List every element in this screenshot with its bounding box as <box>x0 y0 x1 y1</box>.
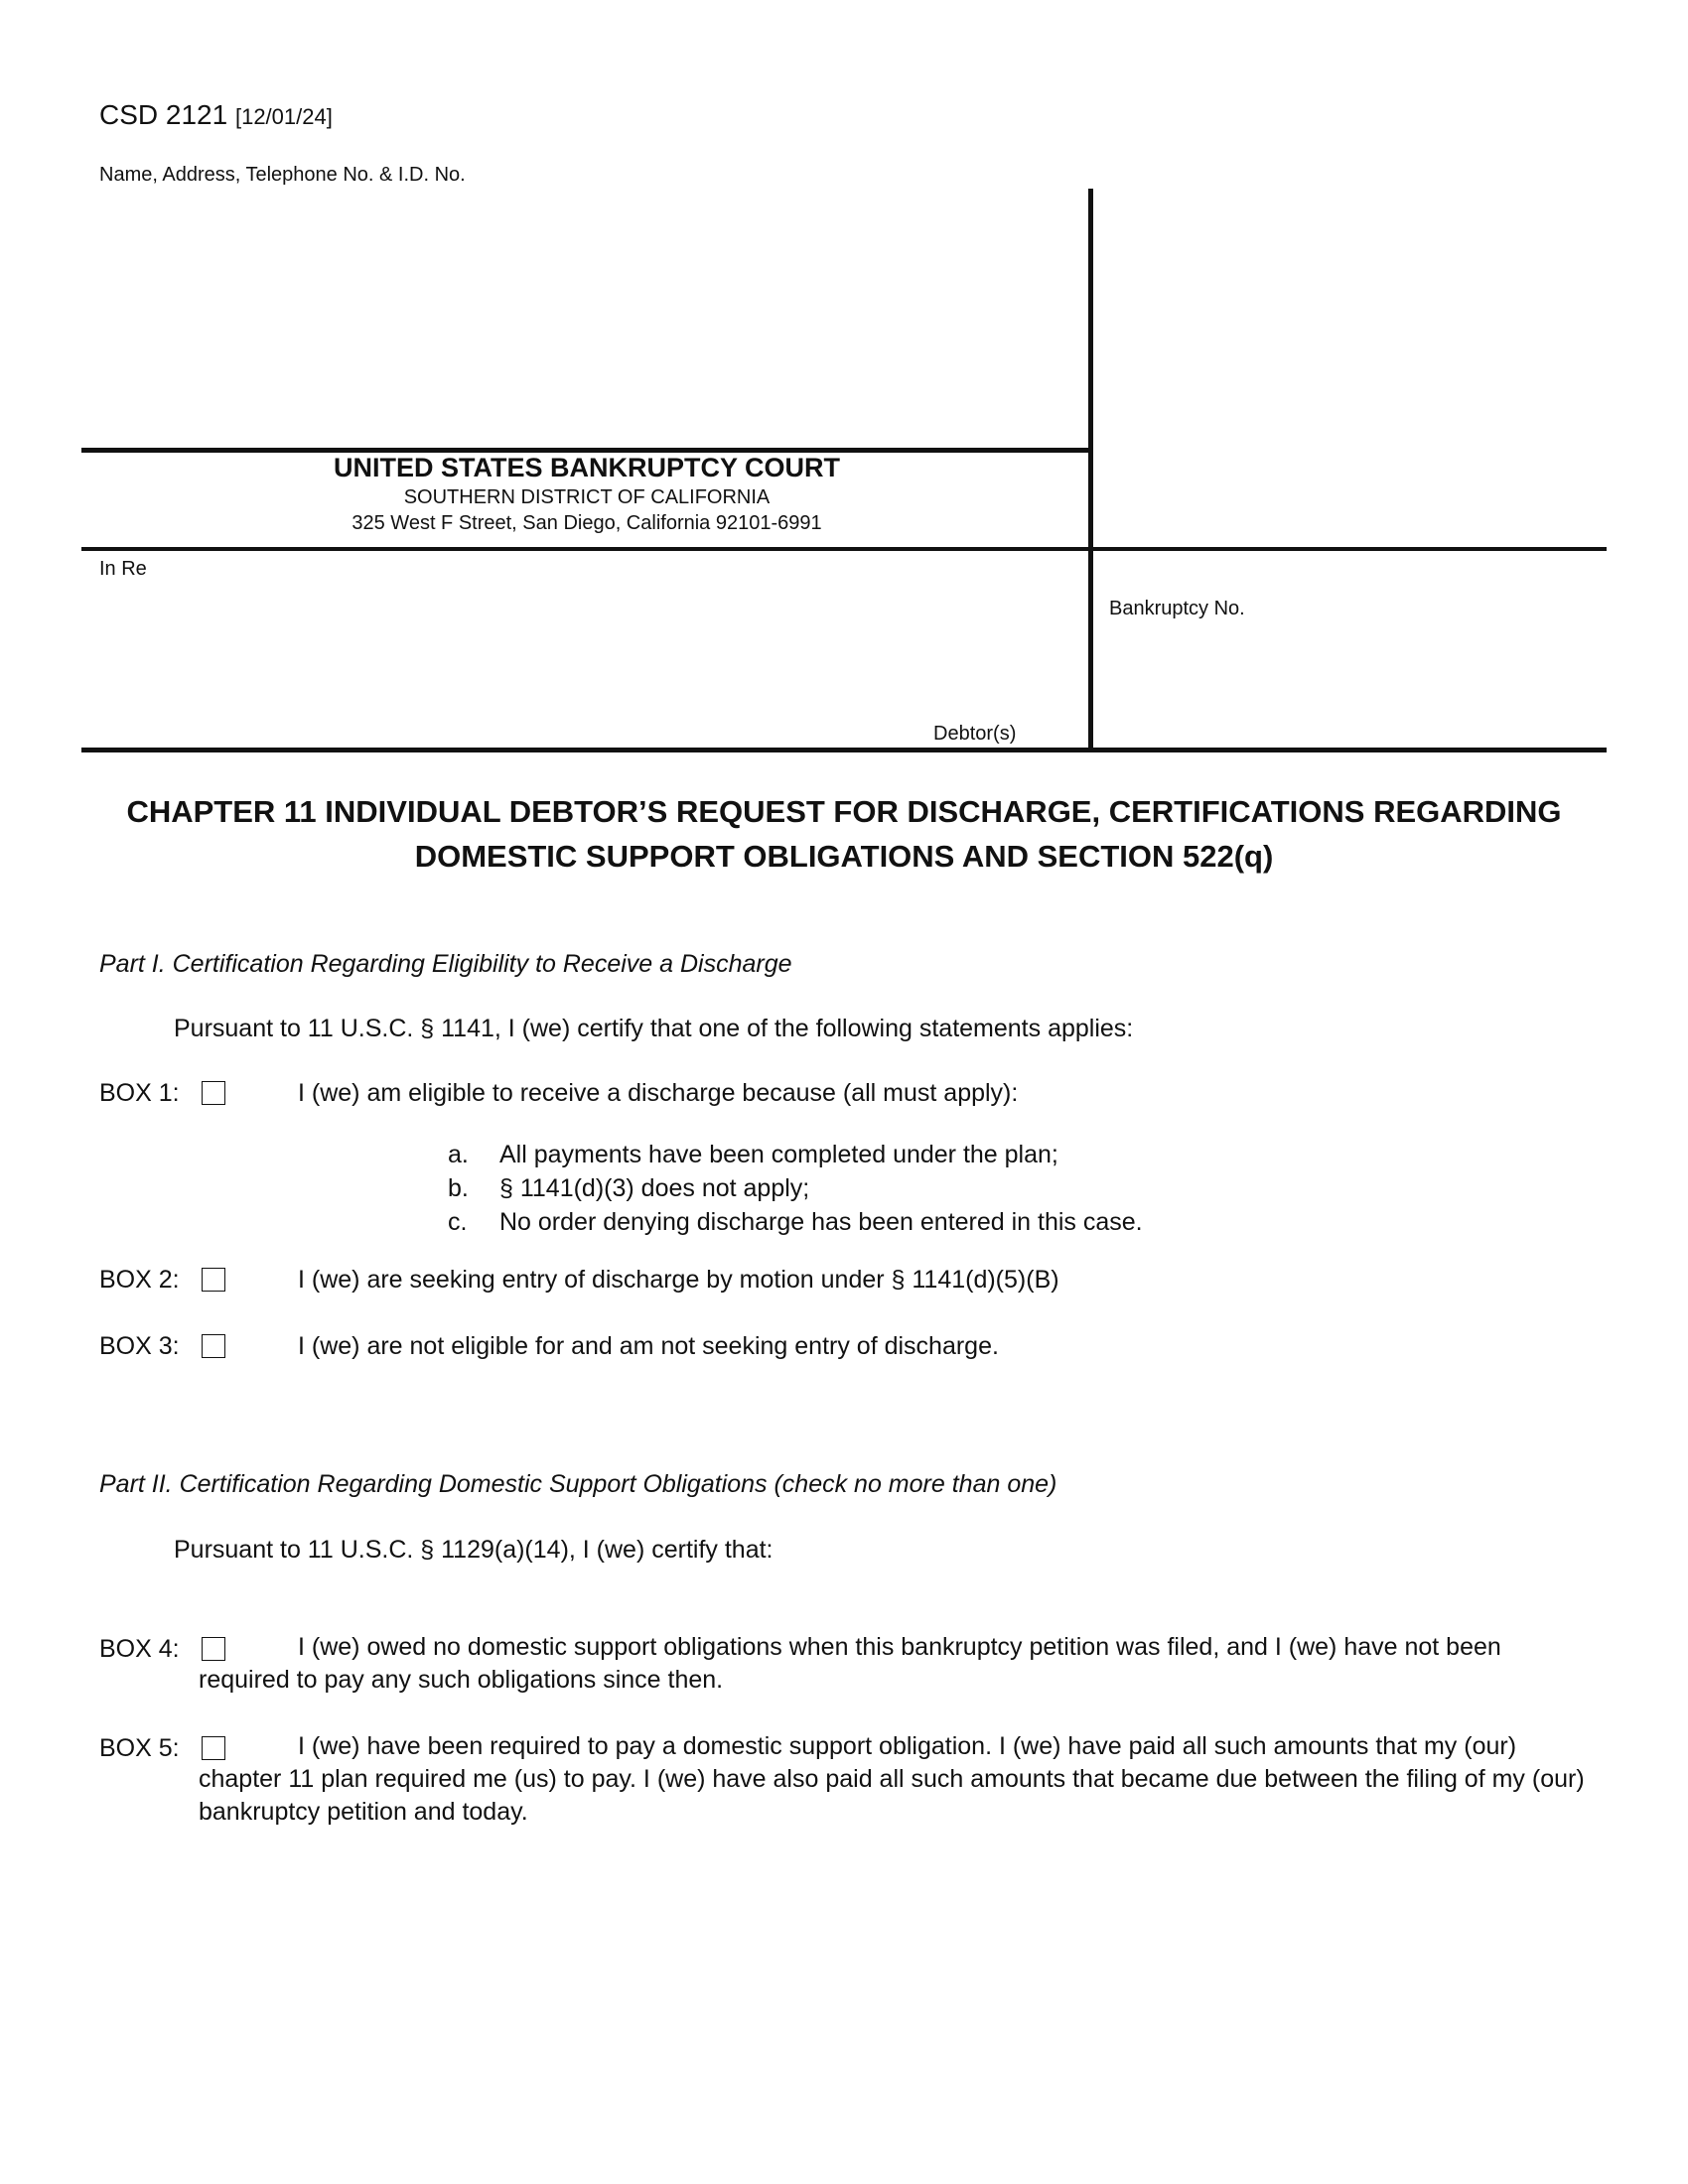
box4-label: BOX 4: <box>99 1635 180 1663</box>
box1-item-b-text: § 1141(d)(3) does not apply; <box>499 1174 810 1202</box>
debtors-label: Debtor(s) <box>933 723 1017 745</box>
box1-checkbox[interactable] <box>202 1081 225 1105</box>
box1-item-a-letter: a. <box>448 1141 469 1168</box>
part1-title: Part I. Certification Regarding Eligibility to Receive a Discharge <box>99 950 792 978</box>
part2-title: Part II. Certification Regarding Domestic Support Obligations (check no more than one) <box>99 1470 1057 1498</box>
box1-item-b-letter: b. <box>448 1174 469 1202</box>
box5-label: BOX 5: <box>99 1734 180 1762</box>
box1-label: BOX 1: <box>99 1079 180 1107</box>
box2-label: BOX 2: <box>99 1266 180 1294</box>
form-number <box>99 99 333 131</box>
box5-text: I (we) have been required to pay a domestic support obligation. I (we) have paid all such amounts that my (our) chapter 11 plan required me (us) to pay. I (we) have also paid all such amounts that became due between the filing of my (our) bankruptcy petition and today. <box>199 1732 1585 1826</box>
box2-checkbox[interactable] <box>202 1268 225 1292</box>
caption-bottom-rule <box>81 748 1607 752</box>
box3-label: BOX 3: <box>99 1332 180 1360</box>
document-title: CHAPTER 11 INDIVIDUAL DEBTOR’S REQUEST FOR DISCHARGE, CERTIFICATIONS REGARDING DOMESTIC SUPPORT OBLIGATIONS AND SECTION 522(q) <box>126 794 1562 874</box>
box4-text: I (we) owed no domestic support obligations when this bankruptcy petition was filed, and I (we) have not been required to pay any such obligations since then. <box>199 1633 1501 1694</box>
box3-checkbox[interactable] <box>202 1334 225 1358</box>
court-address: 325 West F Street, San Diego, California 92101-6991 <box>352 512 822 534</box>
court-block <box>81 455 1092 533</box>
box1-text: I (we) am eligible to receive a discharge because (all must apply): <box>298 1079 1019 1107</box>
box1-item-c-text: No order denying discharge has been entered in this case. <box>499 1208 1143 1236</box>
court-district: SOUTHERN DISTRICT OF CALIFORNIA <box>403 486 771 508</box>
form-revision: [12/01/24] <box>234 104 333 129</box>
part1-intro: Pursuant to 11 U.S.C. § 1141, I (we) certify that one of the following statements applies: <box>174 1015 1134 1042</box>
box1-item-a-text: All payments have been completed under the plan; <box>499 1141 1058 1168</box>
bankruptcy-no-label: Bankruptcy No. <box>1109 598 1245 619</box>
form-number-text: CSD 2121 <box>99 99 228 130</box>
court-title: UNITED STATES BANKRUPTCY COURT <box>333 453 840 482</box>
court-bottom-rule <box>81 547 1607 551</box>
box2-text: I (we) are seeking entry of discharge by motion under § 1141(d)(5)(B) <box>298 1266 1059 1294</box>
part2-intro: Pursuant to 11 U.S.C. § 1129(a)(14), I (we) certify that: <box>174 1536 774 1564</box>
box1-item-c-letter: c. <box>448 1208 468 1236</box>
name-address-label: Name, Address, Telephone No. & I.D. No. <box>99 164 466 186</box>
in-re-label: In Re <box>99 558 147 580</box>
box3-text: I (we) are not eligible for and am not seeking entry of discharge. <box>298 1332 999 1360</box>
